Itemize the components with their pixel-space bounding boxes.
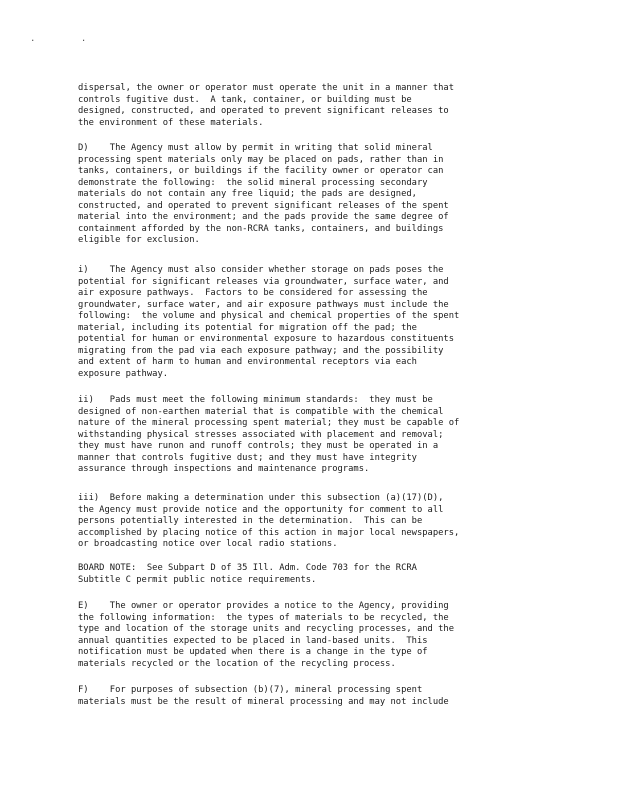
text-line: containment afforded by the non-RCRA tanks, containers, and buildings	[78, 223, 444, 234]
text-line: assurance through inspections and maintenance programs.	[78, 464, 370, 474]
text-line: iii) Before making a determination under this subsection (a)(17)(D),	[78, 493, 444, 503]
text-line: eligible for exclusion.	[78, 235, 200, 245]
text-line: material, including its potential for migration off the pad; the	[78, 322, 417, 333]
text-line: air exposure pathways. Factors to be considered for assessing the	[78, 288, 428, 298]
text-line: annual quantities expected to be placed in land-based units. This	[78, 635, 428, 646]
text-line: D) The Agency must allow by permit in writing that solid mineral	[78, 143, 433, 153]
paragraph-d-iii	[78, 493, 459, 551]
text-line: the following information: the types of materials to be recycled, the	[78, 612, 449, 623]
text-line: materials do not contain any free liquid; the pads are designed,	[78, 189, 417, 199]
paragraph-d-i	[78, 265, 459, 380]
text-line: E) The owner or operator provides a notice to the Agency, providing	[78, 601, 449, 611]
text-line: nature of the mineral processing spent material; they must be capable of	[78, 418, 460, 428]
text-line: ii) Pads must meet the following minimum standards: they must be	[78, 395, 433, 405]
text-line: demonstrate the following: the solid mineral processing secondary	[78, 177, 428, 188]
text-line: tanks, containers, or buildings if the facility owner or operator can	[78, 166, 444, 176]
text-line: BOARD NOTE: See Subpart D of 35 Ill. Adm. Code 703 for the RCRA	[78, 563, 417, 573]
paragraph-d	[78, 143, 449, 247]
text-line: the Agency must provide notice and the opportunity for comment to all	[78, 504, 444, 515]
text-line: materials recycled or the location of the recycling process.	[78, 658, 396, 669]
text-line: potential for significant releases via groundwater, surface water, and	[78, 276, 449, 287]
text-line: and extent of harm to human and environmental receptors via each	[78, 357, 417, 367]
text-line: or broadcasting notice over local radio stations.	[78, 539, 338, 549]
text-line: processing spent materials only may be placed on pads, rather than in	[78, 154, 444, 165]
text-line: exposure pathway.	[78, 368, 169, 379]
text-line: manner that controls fugitive dust; and they must have integrity	[78, 452, 417, 463]
scan-marks: . .	[30, 34, 107, 44]
text-line: type and location of the storage units and recycling processes, and the	[78, 624, 455, 634]
text-line: withstanding physical stresses associated with placement and removal;	[78, 429, 444, 440]
text-line: constructed, and operated to prevent significant releases of the spent	[78, 200, 449, 211]
text-line: designed of non-earthen material that is compatible with the chemical	[78, 406, 444, 417]
text-line: materials must be the result of mineral processing and may not include	[78, 696, 449, 707]
text-line: persons potentially interested in the determination. This can be	[78, 516, 423, 526]
text-line: groundwater, surface water, and air exposure pathways must include the	[78, 299, 449, 310]
paragraph-d-ii	[78, 395, 459, 476]
paragraph-f	[78, 685, 449, 708]
text-line: accomplished by placing notice of this action in major local newspapers,	[78, 527, 460, 538]
text-line: following: the volume and physical and chemical properties of the spent	[78, 311, 460, 321]
text-line: they must have runon and runoff controls; they must be operated in a	[78, 441, 439, 451]
text-line: Subtitle C permit public notice requirements.	[78, 574, 317, 585]
text-line: designed, constructed, and operated to prevent significant releases to	[78, 106, 449, 116]
text-line: F) For purposes of subsection (b)(7), mineral processing spent	[78, 685, 423, 695]
text-line: migrating from the pad via each exposure pathway; and the possibility	[78, 345, 444, 356]
text-line: the environment of these materials.	[78, 117, 264, 128]
paragraph-e	[78, 601, 454, 670]
paragraph-dispersal	[78, 83, 454, 129]
board-note	[78, 563, 417, 586]
text-line: controls fugitive dust. A tank, container, or building must be	[78, 94, 412, 105]
text-line: dispersal, the owner or operator must operate the unit in a manner that	[78, 83, 455, 93]
text-line: i) The Agency must also consider whether storage on pads poses the	[78, 265, 444, 275]
text-line: notification must be updated when there is a change in the type of	[78, 647, 428, 657]
text-line: material into the environment; and the pads provide the same degree of	[78, 212, 449, 222]
text-line: potential for human or environmental exposure to hazardous constituents	[78, 334, 455, 344]
